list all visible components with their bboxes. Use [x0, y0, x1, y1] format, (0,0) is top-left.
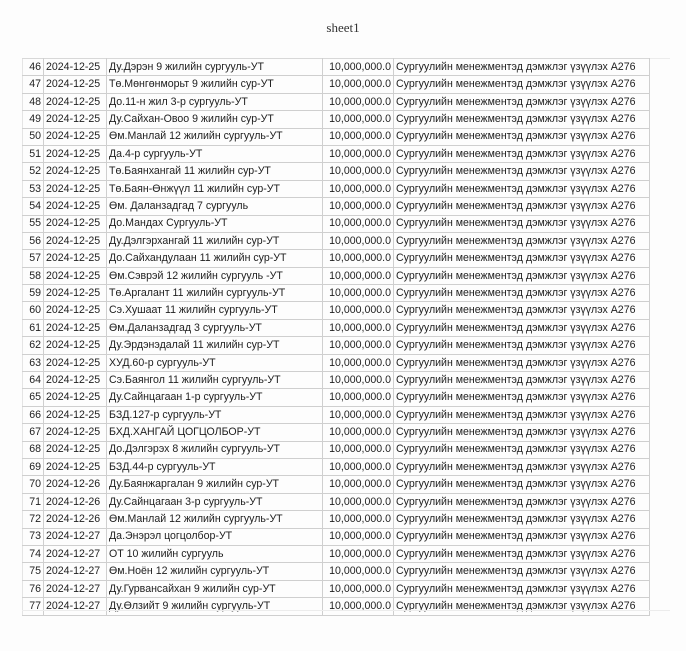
- school-name-cell: Ду.Эрдэнэдалай 11 жилийн сур-УТ: [107, 337, 323, 354]
- table-row: [23, 215, 650, 232]
- description-cell: Сургуулийн менежментэд дэмжлэг үзүүлэх А276: [394, 493, 650, 510]
- row-number: 50: [23, 128, 44, 145]
- amount-cell: 10,000,000.0: [323, 232, 394, 249]
- row-number: 77: [23, 598, 44, 615]
- school-name-cell: Тө.Мөнгөнморьт 9 жилийн сур-УТ: [107, 76, 323, 93]
- description-cell: Сургуулийн менежментэд дэмжлэг үзүүлэх А276: [394, 76, 650, 93]
- row-number: 49: [23, 111, 44, 128]
- description-cell: Сургуулийн менежментэд дэмжлэг үзүүлэх А276: [394, 458, 650, 475]
- amount-cell: 10,000,000.0: [323, 180, 394, 197]
- row-number: 64: [23, 372, 44, 389]
- school-name-cell: БХД.ХАНГАЙ ЦОГЦОЛБОР-УТ: [107, 424, 323, 441]
- date-cell: 2024-12-25: [44, 76, 107, 93]
- date-cell: 2024-12-26: [44, 476, 107, 493]
- school-name-cell: БЗД.127-р сургууль-УТ: [107, 406, 323, 423]
- school-name-cell: ХУД.60-р сургууль-УТ: [107, 354, 323, 371]
- row-number: 73: [23, 528, 44, 545]
- school-name-cell: Тө.Аргалант 11 жилийн сургууль-УТ: [107, 285, 323, 302]
- row-number: 62: [23, 337, 44, 354]
- date-cell: 2024-12-27: [44, 528, 107, 545]
- date-cell: 2024-12-25: [44, 145, 107, 162]
- description-cell: Сургуулийн менежментэд дэмжлэг үзүүлэх А276: [394, 319, 650, 336]
- amount-cell: 10,000,000.0: [323, 337, 394, 354]
- description-cell: Сургуулийн менежментэд дэмжлэг үзүүлэх А276: [394, 215, 650, 232]
- description-cell: Сургуулийн менежментэд дэмжлэг үзүүлэх А276: [394, 354, 650, 371]
- amount-cell: 10,000,000.0: [323, 267, 394, 284]
- amount-cell: 10,000,000.0: [323, 493, 394, 510]
- amount-cell: 10,000,000.0: [323, 528, 394, 545]
- row-number: 68: [23, 441, 44, 458]
- row-number: 67: [23, 424, 44, 441]
- description-cell: Сургуулийн менежментэд дэмжлэг үзүүлэх А276: [394, 528, 650, 545]
- amount-cell: 10,000,000.0: [323, 389, 394, 406]
- row-number: 52: [23, 163, 44, 180]
- school-name-cell: Өм.Манлай 12 жилийн сургууль-УТ: [107, 511, 323, 528]
- description-cell: Сургуулийн менежментэд дэмжлэг үзүүлэх А276: [394, 424, 650, 441]
- date-cell: 2024-12-25: [44, 372, 107, 389]
- description-cell: Сургуулийн менежментэд дэмжлэг үзүүлэх А276: [394, 180, 650, 197]
- description-cell: Сургуулийн менежментэд дэмжлэг үзүүлэх А276: [394, 441, 650, 458]
- amount-cell: 10,000,000.0: [323, 545, 394, 562]
- description-cell: Сургуулийн менежментэд дэмжлэг үзүүлэх А276: [394, 545, 650, 562]
- table-row: [23, 128, 650, 145]
- date-cell: 2024-12-25: [44, 441, 107, 458]
- row-number: 75: [23, 563, 44, 580]
- school-name-cell: Сэ.Хушаат 11 жилийн сургууль-УТ: [107, 302, 323, 319]
- description-cell: Сургуулийн менежментэд дэмжлэг үзүүлэх А276: [394, 128, 650, 145]
- sheet-title: sheet1: [326, 20, 360, 35]
- date-cell: 2024-12-27: [44, 580, 107, 597]
- amount-cell: 10,000,000.0: [323, 458, 394, 475]
- table-row: [23, 93, 650, 110]
- amount-cell: 10,000,000.0: [323, 406, 394, 423]
- description-cell: Сургуулийн менежментэд дэмжлэг үзүүлэх А276: [394, 59, 650, 76]
- table-row: [23, 476, 650, 493]
- table-row: [23, 145, 650, 162]
- date-cell: 2024-12-25: [44, 354, 107, 371]
- date-cell: 2024-12-25: [44, 163, 107, 180]
- row-number: 61: [23, 319, 44, 336]
- amount-cell: 10,000,000.0: [323, 59, 394, 76]
- table-row: [23, 511, 650, 528]
- date-cell: 2024-12-25: [44, 215, 107, 232]
- school-name-cell: До.Сайхандулаан 11 жилийн сур-УТ: [107, 250, 323, 267]
- table-row: [23, 354, 650, 371]
- date-cell: 2024-12-25: [44, 458, 107, 475]
- description-cell: Сургуулийн менежментэд дэмжлэг үзүүлэх А276: [394, 389, 650, 406]
- amount-cell: 10,000,000.0: [323, 285, 394, 302]
- description-cell: Сургуулийн менежментэд дэмжлэг үзүүлэх А276: [394, 198, 650, 215]
- date-cell: 2024-12-25: [44, 285, 107, 302]
- row-number: 65: [23, 389, 44, 406]
- description-cell: Сургуулийн менежментэд дэмжлэг үзүүлэх А276: [394, 285, 650, 302]
- row-number: 70: [23, 476, 44, 493]
- school-name-cell: Өм.Ноён 12 жилийн сургууль-УТ: [107, 563, 323, 580]
- data-table: [22, 58, 650, 616]
- amount-cell: 10,000,000.0: [323, 93, 394, 110]
- school-name-cell: Ду.Сайхан-Овоо 9 жилийн сур-УТ: [107, 111, 323, 128]
- amount-cell: 10,000,000.0: [323, 250, 394, 267]
- table-row: [23, 285, 650, 302]
- amount-cell: 10,000,000.0: [323, 111, 394, 128]
- row-number: 55: [23, 215, 44, 232]
- school-name-cell: Тө.Баян-Өнжүүл 11 жилийн сур-УТ: [107, 180, 323, 197]
- description-cell: Сургуулийн менежментэд дэмжлэг үзүүлэх А276: [394, 598, 650, 615]
- table-row: [23, 372, 650, 389]
- amount-cell: 10,000,000.0: [323, 128, 394, 145]
- description-cell: Сургуулийн менежментэд дэмжлэг үзүүлэх А276: [394, 337, 650, 354]
- table-row: [23, 580, 650, 597]
- row-number: 56: [23, 232, 44, 249]
- table-row: [23, 267, 650, 284]
- description-cell: Сургуулийн менежментэд дэмжлэг үзүүлэх А276: [394, 563, 650, 580]
- amount-cell: 10,000,000.0: [323, 424, 394, 441]
- table-row: [23, 441, 650, 458]
- school-name-cell: Ду.Гурвансайхан 9 жилийн сур-УТ: [107, 580, 323, 597]
- amount-cell: 10,000,000.0: [323, 598, 394, 615]
- description-cell: Сургуулийн менежментэд дэмжлэг үзүүлэх А276: [394, 93, 650, 110]
- row-number: 66: [23, 406, 44, 423]
- amount-cell: 10,000,000.0: [323, 354, 394, 371]
- description-cell: Сургуулийн менежментэд дэмжлэг үзүүлэх А276: [394, 406, 650, 423]
- description-cell: Сургуулийн менежментэд дэмжлэг үзүүлэх А276: [394, 476, 650, 493]
- school-name-cell: Ду.Сайнцагаан 1-р сургууль-УТ: [107, 389, 323, 406]
- school-name-cell: Өм. Даланзадгад 7 сургууль: [107, 198, 323, 215]
- row-number: 76: [23, 580, 44, 597]
- table-body: [23, 59, 650, 616]
- row-number: 71: [23, 493, 44, 510]
- date-cell: 2024-12-26: [44, 493, 107, 510]
- school-name-cell: Ду.Баянжаргалан 9 жилийн сур-УТ: [107, 476, 323, 493]
- table-row: [23, 250, 650, 267]
- school-name-cell: ОТ 10 жилийн сургууль: [107, 545, 323, 562]
- school-name-cell: Сэ.Баянгол 11 жилийн сургууль-УТ: [107, 372, 323, 389]
- table-row: [23, 76, 650, 93]
- description-cell: Сургуулийн менежментэд дэмжлэг үзүүлэх А276: [394, 145, 650, 162]
- row-number: 46: [23, 59, 44, 76]
- date-cell: 2024-12-26: [44, 511, 107, 528]
- description-cell: Сургуулийн менежментэд дэмжлэг үзүүлэх А276: [394, 232, 650, 249]
- amount-cell: 10,000,000.0: [323, 476, 394, 493]
- amount-cell: 10,000,000.0: [323, 76, 394, 93]
- date-cell: 2024-12-25: [44, 406, 107, 423]
- date-cell: 2024-12-25: [44, 111, 107, 128]
- row-number: 53: [23, 180, 44, 197]
- school-name-cell: Ду.Дэрэн 9 жилийн сургууль-УТ: [107, 59, 323, 76]
- empty-grid-top: [22, 42, 670, 59]
- table-row: [23, 232, 650, 249]
- table-row: [23, 319, 650, 336]
- school-name-cell: Өм.Сэврэй 12 жилийн сургууль -УТ: [107, 267, 323, 284]
- school-name-cell: Ду.Сайнцагаан 3-р сургууль-УТ: [107, 493, 323, 510]
- school-name-cell: Да.Энэрэл цогцолбор-УТ: [107, 528, 323, 545]
- table-row: [23, 493, 650, 510]
- school-name-cell: До.Мандах Сургууль-УТ: [107, 215, 323, 232]
- row-number: 60: [23, 302, 44, 319]
- date-cell: 2024-12-25: [44, 319, 107, 336]
- row-number: 54: [23, 198, 44, 215]
- date-cell: 2024-12-27: [44, 563, 107, 580]
- amount-cell: 10,000,000.0: [323, 198, 394, 215]
- school-name-cell: До.Дэлгэрэх 8 жилийн сургууль-УТ: [107, 441, 323, 458]
- row-number: 48: [23, 93, 44, 110]
- table-row: [23, 302, 650, 319]
- date-cell: 2024-12-25: [44, 424, 107, 441]
- date-cell: 2024-12-25: [44, 59, 107, 76]
- description-cell: Сургуулийн менежментэд дэмжлэг үзүүлэх А276: [394, 580, 650, 597]
- school-name-cell: Ду.Дэлгэрхангай 11 жилийн сур-УТ: [107, 232, 323, 249]
- amount-cell: 10,000,000.0: [323, 580, 394, 597]
- amount-cell: 10,000,000.0: [323, 302, 394, 319]
- date-cell: 2024-12-25: [44, 337, 107, 354]
- row-number: 63: [23, 354, 44, 371]
- table-row: [23, 458, 650, 475]
- row-number: 69: [23, 458, 44, 475]
- table-row: [23, 198, 650, 215]
- school-name-cell: Да.4-р сургууль-УТ: [107, 145, 323, 162]
- school-name-cell: БЗД.44-р сургууль-УТ: [107, 458, 323, 475]
- description-cell: Сургуулийн менежментэд дэмжлэг үзүүлэх А276: [394, 163, 650, 180]
- date-cell: 2024-12-25: [44, 389, 107, 406]
- school-name-cell: Ду.Өлзийт 9 жилийн сургууль-УТ: [107, 598, 323, 615]
- description-cell: Сургуулийн менежментэд дэмжлэг үзүүлэх А276: [394, 511, 650, 528]
- empty-grid-bottom: [22, 610, 670, 651]
- date-cell: 2024-12-25: [44, 302, 107, 319]
- date-cell: 2024-12-27: [44, 598, 107, 615]
- amount-cell: 10,000,000.0: [323, 163, 394, 180]
- table-row: [23, 528, 650, 545]
- school-name-cell: Өм.Манлай 12 жилийн сургууль-УТ: [107, 128, 323, 145]
- amount-cell: 10,000,000.0: [323, 511, 394, 528]
- row-number: 47: [23, 76, 44, 93]
- row-number: 58: [23, 267, 44, 284]
- date-cell: 2024-12-25: [44, 250, 107, 267]
- row-number: 51: [23, 145, 44, 162]
- description-cell: Сургуулийн менежментэд дэмжлэг үзүүлэх А276: [394, 250, 650, 267]
- date-cell: 2024-12-25: [44, 232, 107, 249]
- row-number: 59: [23, 285, 44, 302]
- description-cell: Сургуулийн менежментэд дэмжлэг үзүүлэх А276: [394, 372, 650, 389]
- school-name-cell: Тө.Баянхангай 11 жилийн сур-УТ: [107, 163, 323, 180]
- table-row: [23, 406, 650, 423]
- row-number: 74: [23, 545, 44, 562]
- amount-cell: 10,000,000.0: [323, 563, 394, 580]
- table-row: [23, 337, 650, 354]
- table-row: [23, 545, 650, 562]
- table-row: [23, 163, 650, 180]
- school-name-cell: До.11-н жил 3-р сургууль-УТ: [107, 93, 323, 110]
- date-cell: 2024-12-25: [44, 128, 107, 145]
- table-row: [23, 424, 650, 441]
- school-name-cell: Өм.Даланзадгад 3 сургууль-УТ: [107, 319, 323, 336]
- date-cell: 2024-12-25: [44, 93, 107, 110]
- row-number: 57: [23, 250, 44, 267]
- description-cell: Сургуулийн менежментэд дэмжлэг үзүүлэх А276: [394, 267, 650, 284]
- amount-cell: 10,000,000.0: [323, 441, 394, 458]
- amount-cell: 10,000,000.0: [323, 319, 394, 336]
- amount-cell: 10,000,000.0: [323, 145, 394, 162]
- table-row: [23, 59, 650, 76]
- table-row: [23, 389, 650, 406]
- description-cell: Сургуулийн менежментэд дэмжлэг үзүүлэх А276: [394, 302, 650, 319]
- date-cell: 2024-12-27: [44, 545, 107, 562]
- table-row: [23, 180, 650, 197]
- date-cell: 2024-12-25: [44, 180, 107, 197]
- date-cell: 2024-12-25: [44, 198, 107, 215]
- table-row: [23, 111, 650, 128]
- row-number: 72: [23, 511, 44, 528]
- amount-cell: 10,000,000.0: [323, 372, 394, 389]
- date-cell: 2024-12-25: [44, 267, 107, 284]
- table-row: [23, 563, 650, 580]
- description-cell: Сургуулийн менежментэд дэмжлэг үзүүлэх А276: [394, 111, 650, 128]
- amount-cell: 10,000,000.0: [323, 215, 394, 232]
